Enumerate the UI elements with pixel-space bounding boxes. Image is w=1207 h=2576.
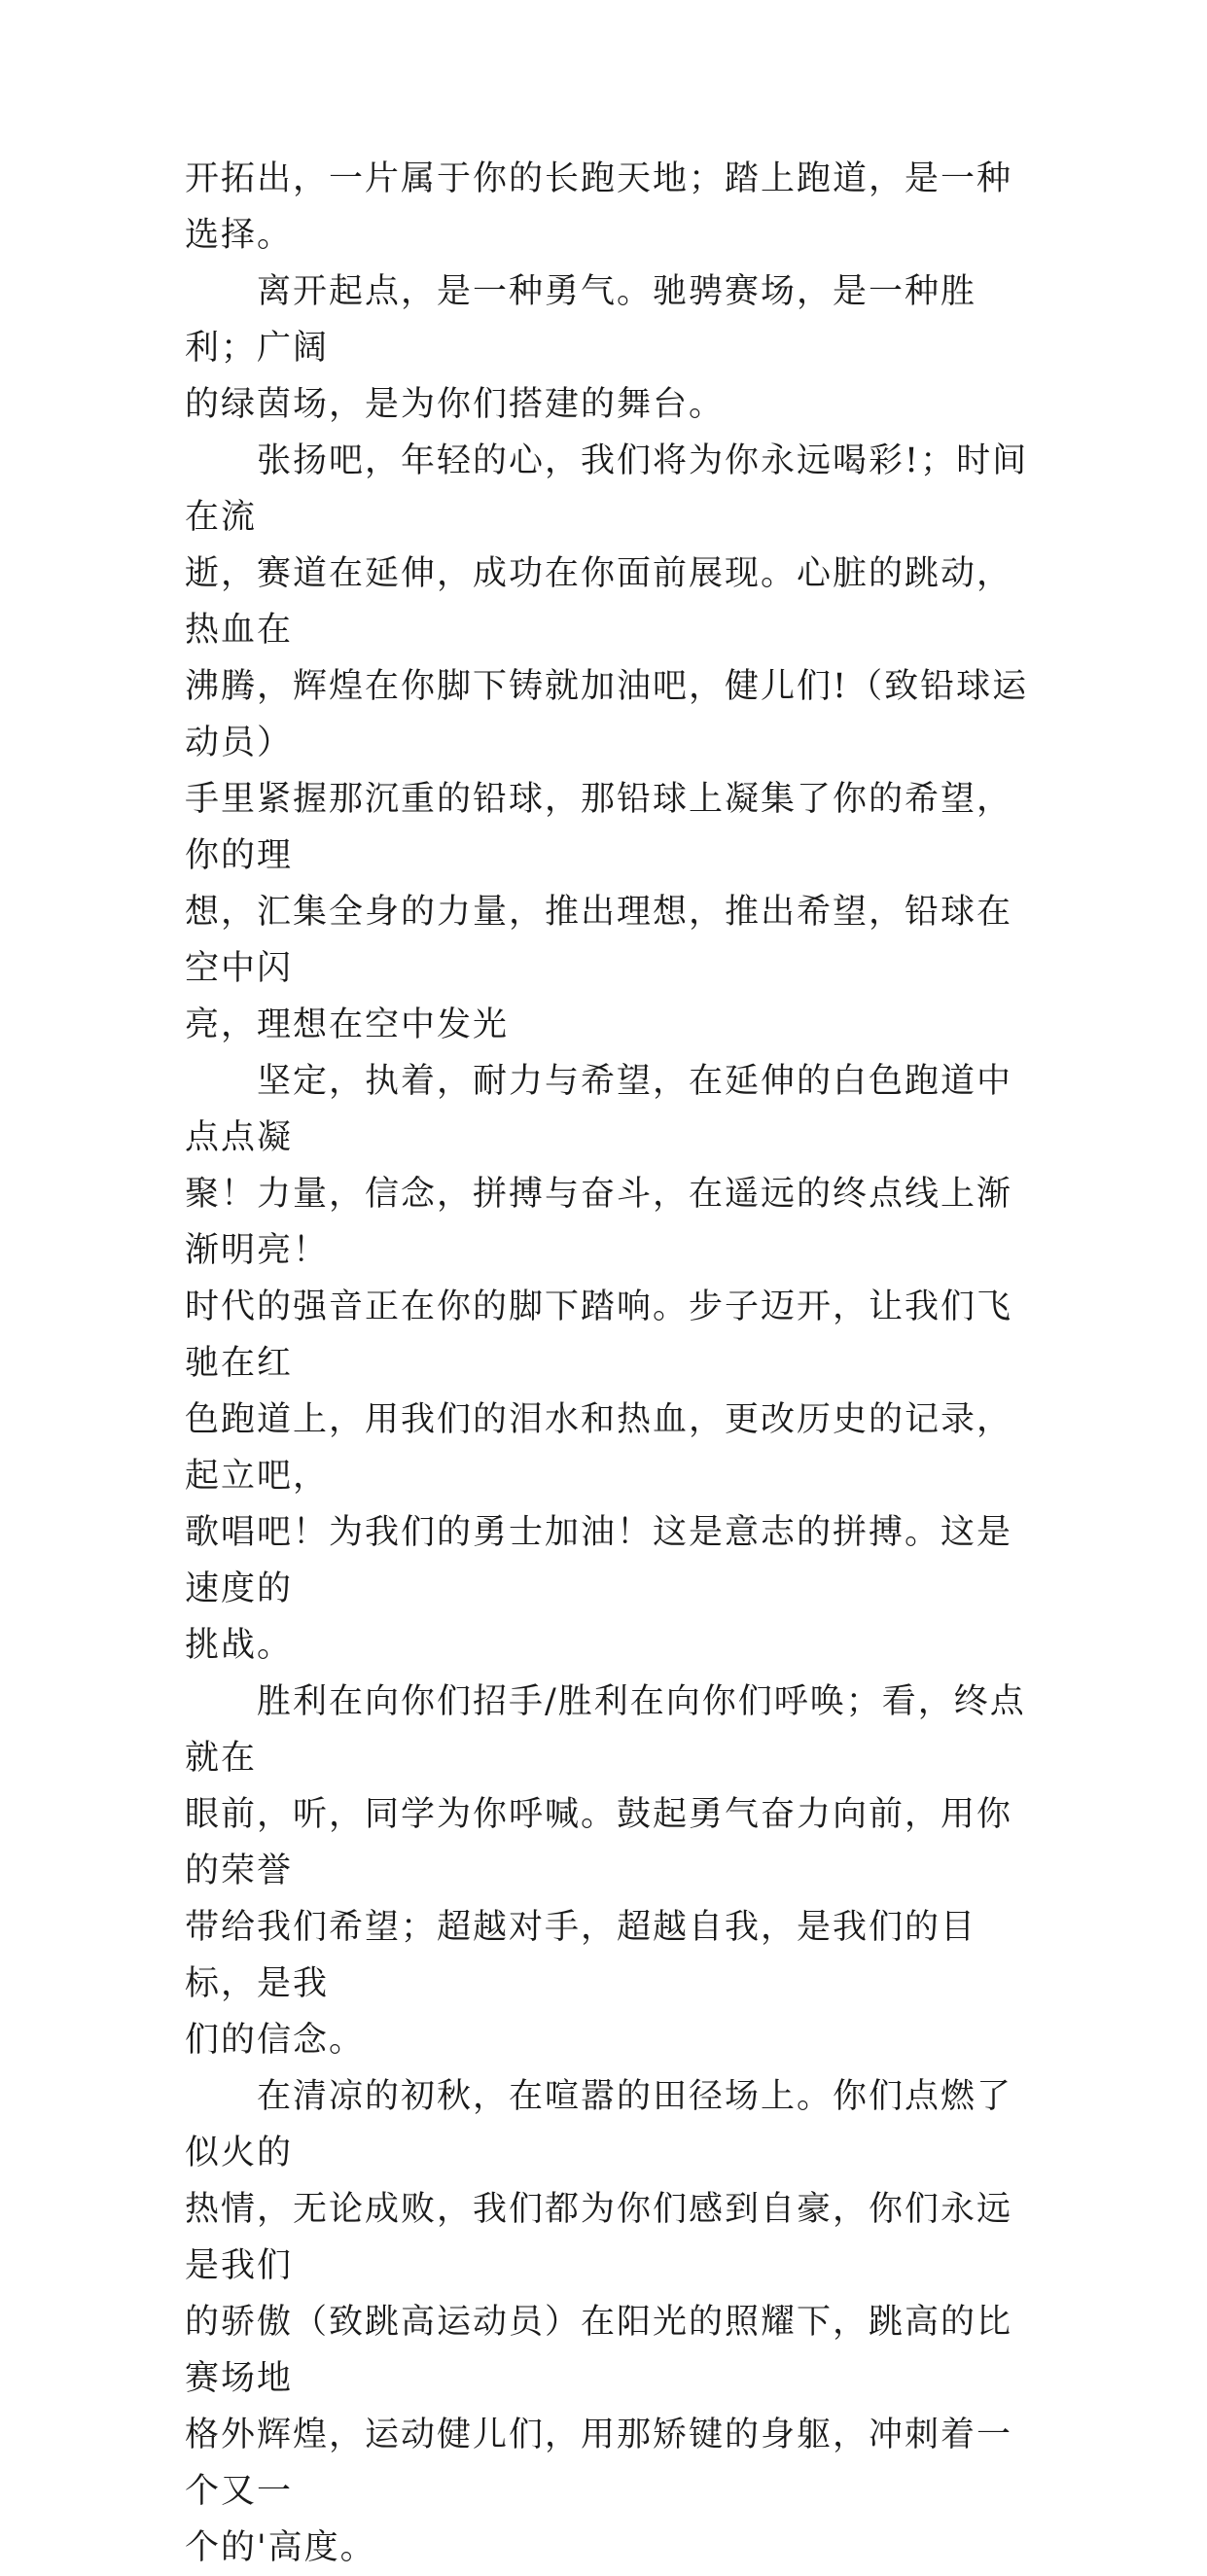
paragraph-3: 张扬吧，年轻的心，我们将为你永远喝彩!；时间在流 逝，赛道在延伸，成功在你面前展现。心脏的跳动，热血在 沸腾，辉煌在你脚下铸就加油吧，健儿们!（致铅球运动员） 手里紧握那沉重的铅球，那铅球上凝集了你的希望，你的理 想，汇集全身的力量，推出理想，推出希望，铅球在空中闪 亮，理想在空中发光 bbox=[185, 441, 1029, 1044]
paragraph-6: 在清凉的初秋，在喧嚣的田径场上。你们点燃了似火的 热情，无论成败，我们都为你们感到自豪，你们永远是我们 的骄傲（致跳高运动员）在阳光的照耀下，跳高的比赛场地 格外辉煌，运动健儿们，用那矫键的身躯，冲刺着一个又一 个的'高度。 bbox=[185, 2077, 1013, 2567]
paragraph-1: 开拓出，一片属于你的长跑天地；踏上跑道，是一种选择。 bbox=[185, 159, 1013, 255]
document-body bbox=[185, 151, 1041, 2576]
paragraph-4: 坚定，执着，耐力与希望，在延伸的白色跑道中点点凝 聚！力量，信念，拼搏与奋斗，在遥远的终点线上渐渐明亮！ 时代的强音正在你的脚下踏响。步子迈开，让我们飞驰在红 色跑道上，用我们的泪水和热血，更改历史的记录，起立吧， 歌唱吧！为我们的勇士加油！这是意志的拼搏。这是速度的 挑战。 bbox=[185, 1062, 1013, 1665]
paragraph-2: 离开起点，是一种勇气。驰骋赛场，是一种胜利；广阔 的绿茵场，是为你们搭建的舞台。 bbox=[185, 272, 977, 424]
paragraph-5: 胜利在向你们招手/胜利在向你们呼唤；看，终点就在 眼前，听，同学为你呼喊。鼓起勇气奋力向前，用你的荣誉 带给我们希望；超越对手，超越自我，是我们的目标，是我 们的信念。 bbox=[185, 1682, 1026, 2060]
